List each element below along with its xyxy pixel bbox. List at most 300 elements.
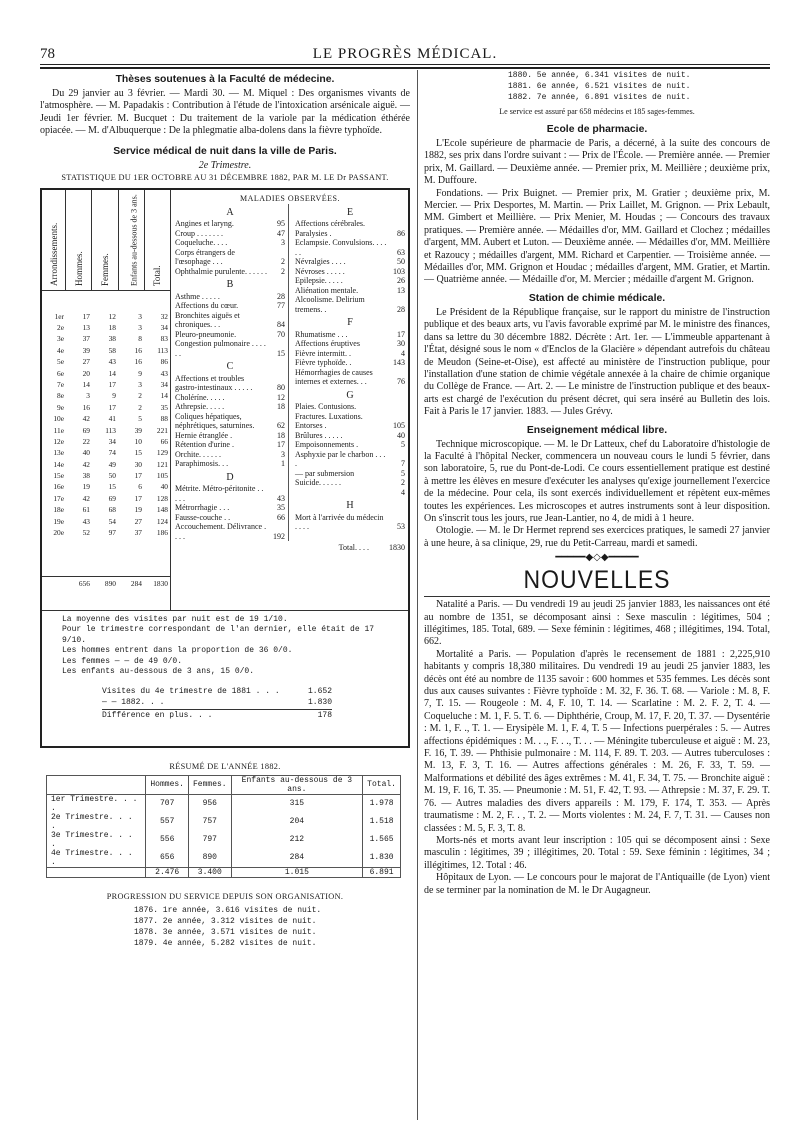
arr-cell: 113 [105,425,116,435]
resume-cell: 284 [231,849,363,868]
arr-cell: 58 [108,345,116,355]
maladie-name: Suicide. . . . . . [295,478,341,488]
resume-cell: 1er Trimestre. . . . [47,794,146,813]
notes-list [62,615,400,678]
maladie-name: Fièvre intermitt. . [295,348,351,358]
resume-cell: 1.830 [363,849,401,868]
arr-cell: 30 [134,459,142,469]
maladie-name: Asthme . . . . . [175,291,220,301]
notes-section [42,610,408,721]
note-line: Les hommes entrent dans la proportion de 36 0/0. [62,646,293,656]
arrondissement-row [42,356,170,367]
maladie-name: Corps étrangers de l'œsophage . . . [175,247,235,267]
arr-cell: 49 [108,459,116,469]
resume-row [47,794,401,813]
arr-cell: 12e [53,436,64,446]
maladie-name: Empoisonnements . [295,440,359,450]
natalite-text: Natalité a Paris. — Du vendredi 19 au jeudi 25 janvier 1883, les naissances ont été au nombre de 1351, se décomposant ainsi : Sexe masculin : légitimes, 504 ; illégitimes, 185. Total, 689. — Sexe féminin : légitimes, 468 ; illégitimes, 194. Total, 662. [424,599,770,648]
arr-cell: 9e [57,402,64,412]
arr-cell: 97 [108,528,116,538]
maladie-row [295,513,405,532]
arr-cell: 50 [108,471,116,481]
maladie-count: 2 [401,478,405,488]
arr-cell: 5e [57,357,64,367]
arr-cell: 12 [108,311,116,321]
arr-cell: 121 [156,459,168,469]
maladie-name: Affections du cœur. [175,301,239,311]
maladie-count: 76 [397,377,405,387]
maladie-row [295,402,405,431]
maladie-row [295,276,405,286]
resume-header-cell: Hommes. [146,775,189,794]
arrondissement-row [42,402,170,413]
maladie-count: 105 [393,421,405,431]
maladie-count: 5 [401,440,405,450]
maladie-name: Alcoolisme. Delirium tremens. . [295,295,365,314]
note-line: Pour le trimestre correspondant de l'an dernier, elle était de 17 9/10. [62,625,375,645]
col-header-text-3: Enfants au-dessous de 3 ans. [129,193,139,286]
arrondissement-row [42,447,170,458]
maladie-name: Névroses . . . . . [295,266,345,276]
arr-total-cell: 1830 [153,578,168,588]
note-line: Les femmes — — de 49 0/0. [62,656,183,666]
arr-cell: 15e [53,471,64,481]
maladie-name: Fausse-couche . . [175,512,231,522]
arr-cell: 14e [53,459,64,469]
arr-cell: 17 [134,471,142,481]
page-number: 78 [40,46,55,62]
arr-cell: 69 [108,493,116,503]
progression-line: 1882. 7e année, 6.891 visites de nuit. [508,93,691,102]
service-statistique: STATISTIQUE DU 1ER OCTOBRE AU 31 DÉCEMBRE 1882, PAR M. LE Dr PASSANT. [61,172,389,182]
arr-cell: 3e [57,334,64,344]
maladie-row [175,440,285,450]
maladie-count: 30 [397,339,405,349]
maladie-group-letter: F [347,317,353,329]
arr-cell: 20e [53,528,64,538]
arr-cell: 27 [82,357,90,367]
arrondissement-row [42,516,170,527]
arr-cell: 19 [82,482,90,492]
maladie-row [295,330,405,340]
arrondissement-row [42,425,170,436]
maladie-count: 66 [277,512,285,522]
nouvelles-rule [424,596,770,597]
theses-text: Du 29 janvier au 3 février. — Mardi 30. — M. Miquel : Des organismes vivants de l'atmosphère. — M. Papadakis : Contribution à l'étude de l'intoxication arsénicale aiguë. — Jeudi 1er février. M. Bucquet : Du traitement de la variole par la médication éthérée opiacée. — M. d'Albuquerque : De la phlegmatie alba-dolens dans la fièvre typhoïde. [40,88,410,137]
maladie-row [295,488,405,498]
maladie-name: Fièvre typhoïde. . [295,358,352,368]
maladie-count: 77 [277,301,285,311]
maladie-name: — par submersion [295,468,355,478]
progression-line: 1878. 3e année, 3.571 visites de nuit. [134,927,317,937]
arr-cell: 8 [138,334,142,344]
maladie-name: Choléríne. . . . . [175,392,225,402]
visites-label: Différence en plus. . . [102,710,213,720]
arr-cell: 15 [134,448,142,458]
arr-cell: 22 [82,436,90,446]
arr-cell: 39 [134,425,142,435]
arr-cell: 68 [108,505,116,515]
resume-total-cell: 1.015 [231,867,363,877]
arr-cell: 88 [160,414,168,424]
page-header [40,46,770,64]
header-rule-top [40,64,770,65]
resume-total-cell: 6.891 [363,867,401,877]
total-value: 1830 [389,543,405,553]
maladie-count: 40 [397,430,405,440]
maladie-row [175,412,285,431]
arr-cell: 128 [156,493,168,503]
maladie-count: 103 [393,266,405,276]
morts-nes-text: Morts-nés et morts avant leur inscription : 105 qui se décomposent ainsi : Sexe masculin : légitimes, 39 ; illégitimes, 20. Total : 59. Sexe féminin : légitimes, 34 ; illégitimes, 12. Total : 46. [424,834,770,871]
pharmacie-text: L'Ecole supérieure de pharmacie de Paris, a décerné, à la suite des concours de 1882, ses prix dans l'ordre suivant : — Prix de l'École. — Première année. — Premier prix, M. Gaillard. — Deuxième année. — Premier prix, M. Meillière ; deuxième prix, M. Duffoure. [424,138,770,187]
resume-cell: 757 [188,813,231,831]
arrondissement-row [42,311,170,322]
resume-cell: 315 [231,794,363,813]
maladie-count: 17 [277,440,285,450]
arr-cell: 105 [156,471,168,481]
maladie-count: 18 [277,402,285,412]
arrondissement-row [42,322,170,333]
arr-cell: 74 [108,448,116,458]
progression-line: 1880. 5e année, 6.341 visites de nuit. [508,71,691,80]
arrondissement-row [42,493,170,504]
maladie-count: 47 [277,228,285,238]
maladie-count: 43 [277,493,285,503]
maladie-row [295,286,405,296]
col-header-0 [42,190,66,290]
note-line: Les enfants au-dessous de 3 ans, 15 0/0. [62,667,255,677]
arrondissement-rows [42,291,170,539]
maladie-name: Métrorrhagie . . . [175,503,230,513]
progression-lines [134,905,410,949]
arr-cell: 42 [82,459,90,469]
maladie-row [175,292,285,302]
maladie-name: Affections éruptives [295,339,360,349]
resume-header-cell: Total. [363,775,401,794]
arr-total-cell: 284 [130,578,142,588]
arr-cell: 14 [82,379,90,389]
maladie-count: 53 [397,522,405,532]
arr-cell: 37 [82,334,90,344]
maladie-row [175,238,285,248]
resume-title: RÉSUMÉ DE L'ANNÉE 1882. [169,761,281,771]
maladie-count: 63 [397,247,405,257]
arr-cell: 34 [160,379,168,389]
progression-line: 1879. 4e année, 5.282 visites de nuit. [134,938,317,948]
arr-cell: 43 [82,516,90,526]
arr-cell: 1er [54,311,64,321]
progression-line: 1881. 6e année, 6.521 visites de nuit. [508,82,691,91]
arrondissement-row [42,333,170,344]
maladie-row [295,238,405,257]
resume-header-row [47,775,401,794]
maladie-count: 26 [397,276,405,286]
maladie-row [295,219,405,238]
arr-cell: 15 [108,482,116,492]
arr-cell: 9 [138,368,142,378]
arr-cell: 3 [138,311,142,321]
arrondissement-row [42,368,170,379]
arr-cell: 3 [138,379,142,389]
arrondissement-table [42,190,171,610]
maladies-total [175,543,405,553]
arrondissement-row [42,390,170,401]
arr-total-cell: 890 [104,578,116,588]
resume-total-cell: 2.476 [146,867,189,877]
col-header-text-0: Arrondissements. [48,222,59,286]
visites-row [102,686,332,697]
enseignement-text: Technique microscopique. — M. le Dr Latteux, chef du Laboratoire d'histologie de la Faculté à l'hôpital Necker, commencera un nouveau cours le lundi 5 février, dans son laboratoire, 5, rue du Pont-de-Lodi. Ce cours essentiellement pratique est destiné à mettre les élèves en mesure d'exécuter les analyses qu'exige journellement l'exercice de la médecine. Pour cela, ils sont exercés individuellement et répètent eux-mêmes toutes les expériences. Les microscopes et autres instruments sont à leur disposition. On s'inscrit tous les jours, rue Jean-Lantier, no 4, de midi à 1 heure. [424,438,770,524]
maladies-right [295,204,405,542]
arr-cell: 43 [108,357,116,367]
arr-cell: 40 [82,448,90,458]
maladie-row [175,374,285,393]
arr-cell: 13e [53,448,64,458]
pharmacie-text-2: Fondations. — Prix Buignet. — Premier prix, M. Gratier ; deuxième prix, M. Mercier. — Prix Desportes, M. Martin. — Prix Laillet, M. Grignon. — Prix Lebault, MM. Gimbert et Meillière. — Prix Menier, M. Houdas ; — Concours des travaux pratiques. — Première année. — Médailles d'or, MM. Gaillard et Clochez ; médailles d'argent, MM. Aubert et Luton. — Deuxième année. — Médailles d'or, MM. Meillière et Razoucy ; médailles d'argent, MM. Richard et Carpentier. — Troisième année. — Médailles d'or, MM. Grignon et Houdac ; médailles d'argent, MM. Gratier, et Martin. — Quatrième année. — Médaille d'or, M. Mercier ; médaille d'argent M. Grignon. [424,187,770,286]
arr-cell: 16 [82,402,90,412]
arrondissement-row [42,481,170,492]
resume-cell: 656 [146,849,189,868]
arrondissement-col-headers [42,190,170,291]
maladie-count: 80 [277,383,285,393]
maladie-row [175,219,285,229]
resume-header-cell: Enfants au-dessous de 3 ans. [231,775,363,794]
arr-cell: 32 [160,311,168,321]
arr-cell: 6e [57,368,64,378]
maladie-group-letter: G [346,389,354,401]
resume-row [47,813,401,831]
maladie-name: Coliques hépatiques, néphrétiques, saturnines. [175,411,255,431]
arr-cell: 124 [156,516,168,526]
arrondissement-row [42,459,170,470]
statistics-box [40,188,410,748]
arr-cell: 17e [53,493,64,503]
resume-cell: 1.518 [363,813,401,831]
maladies-left [175,204,289,542]
resume-total-cell [47,867,146,877]
maladie-row [295,257,405,267]
theses-title: Thèses soutenues à la Faculté de médecine. [115,74,335,85]
arr-cell: 14 [108,368,116,378]
visites-label: — — 1882. . . [102,697,165,707]
service-note: Le service est assuré par 658 médecins et 185 sages-femmes. [499,107,695,116]
maladie-row [295,267,405,277]
arr-cell: 42 [82,414,90,424]
service-trimestre: 2e Trimestre. [198,159,252,171]
maladie-group-letter: A [226,206,234,218]
maladie-name: Pleuro-pneumonie. [175,329,237,339]
statistics-upper [42,190,408,610]
resume-total-row [47,867,401,877]
arr-cell: 18 [108,323,116,333]
maladie-count: 17 [397,329,405,339]
maladie-name: Rétention d'urine . [175,440,234,450]
arr-cell: 41 [108,414,116,424]
progression-title: PROGRESSION DU SERVICE DEPUIS SON ORGANISATION. [106,891,344,901]
arr-cell: 19 [134,505,142,515]
arr-cell: 13 [82,323,90,333]
arr-cell: 34 [108,436,116,446]
maladie-count: 70 [277,329,285,339]
arr-cell: 6 [138,482,142,492]
resume-cell: 556 [146,831,189,849]
maladie-name: Affections et troubles gastro-intestinaux . . . . . [175,373,253,393]
arr-cell: 19e [53,516,64,526]
arr-cell: 3 [138,323,142,333]
arr-cell: 3 [86,391,90,401]
arr-cell: 16e [53,482,64,492]
maladie-count: 84 [277,320,285,330]
maladie-count: 4 [401,487,405,497]
maladie-row [295,450,405,469]
arr-cell: 5 [138,414,142,424]
maladie-row [175,503,285,513]
resume-cell: 956 [188,794,231,813]
resume-cell: 1.978 [363,794,401,813]
maladie-count: 192 [273,531,285,541]
maladies-section [171,190,408,610]
visites-row [102,697,332,708]
col-header-1 [66,190,92,290]
maladie-count: 3 [281,238,285,248]
arr-cell: 52 [82,528,90,538]
visites-row [102,709,332,721]
arr-cell: 39 [82,345,90,355]
arr-cell: 8e [57,391,64,401]
maladie-name: Athrepsie. . . . . [175,402,225,412]
resume-row [47,849,401,868]
arr-cell: 20 [82,368,90,378]
col-header-text-2: Femmes. [100,252,111,286]
resume-cell: 1.565 [363,831,401,849]
resume-cell: 3e Trimestre. . . . [47,831,146,849]
col-header-text-1: Hommes. [73,250,84,286]
maladie-count: 18 [277,430,285,440]
maladies-columns [175,204,405,542]
maladie-count: 86 [397,228,405,238]
arr-cell: 2e [57,323,64,333]
arr-cell: 14 [160,391,168,401]
total-label: Total. . . . [338,543,369,553]
right-column [424,70,770,1128]
arrondissement-row [42,504,170,515]
arr-total-cell [42,579,66,588]
maladie-name: Rhumatisme . . . [295,329,348,339]
maladie-count: 28 [397,304,405,314]
maladie-row [175,229,285,239]
maladie-name: Névralgies . . . . [295,257,346,267]
maladie-name: Coqueluche. . . . [175,238,228,248]
note-line: La moyenne des visites par nuit est de 19 1/10. [62,614,288,624]
maladie-count: 1 [281,459,285,469]
arr-cell: 16 [134,357,142,367]
hopitaux-text: Hôpitaux de Lyon. — Le concours pour le majorat de l'Antiquaille (de Lyon) vient de se terminer par la nomination de M. le Dr Augagneur. [424,872,770,896]
arr-cell: 2 [138,391,142,401]
maladie-name: Eclampsie. Convulsions. . . . . . [295,238,387,257]
col-header-2 [92,190,118,290]
maladie-row [295,469,405,479]
maladie-name: Asphyxie par le charbon . . . . [295,449,386,469]
maladie-count: 28 [277,291,285,301]
maladie-row [175,248,285,267]
maladie-row [175,301,285,311]
arr-cell: 42 [82,493,90,503]
resume-cell: 2e Trimestre. . . . [47,813,146,831]
arr-cell: 40 [160,482,168,492]
col-header-4 [145,190,170,290]
arr-cell: 17 [108,379,116,389]
maladie-row [175,459,285,469]
arr-cell: 11e [53,425,64,435]
column-separator [417,70,418,1120]
resume-cell: 212 [231,831,363,849]
arr-cell: 66 [160,436,168,446]
maladie-count: 4 [401,348,405,358]
maladie-count: 13 [397,285,405,295]
maladie-row [175,393,285,403]
maladie-row [295,349,405,359]
resume-cell: 707 [146,794,189,813]
arr-cell: 34 [160,323,168,333]
maladie-name: Aliénation mentale. [295,285,359,295]
maladie-count: 12 [277,392,285,402]
visites-list [102,686,332,721]
resume-table [46,775,401,878]
maladie-row [295,368,405,387]
arr-cell: 38 [108,334,116,344]
col-header-text-4: Total. [152,265,163,286]
resume-total-cell: 3.400 [188,867,231,877]
chimie-text: Le Président de la République française, sur le rapport du ministre de l'instruction publique et des beaux arts, vu l'avis favorable exprimé par M. le ministre des finances, dans sa lettre du 30 décembre 1882. Décrète : Art. 1er. — L'immeuble appartenant à l'État, désigné sous le nom « d'Enclos de la Glacière » dépendant autrefois du château de Meudon (Seine-et-Oise), est affecté au ministère de l'instruction publique, pour l'installation d'une station de chimie végétale annexée à la chaire de chimie organique du Collège de France. — Art. 2. — Le ministre de l'instruction publique et des beaux-arts est chargé de l'exécution du présent décret, qui sera inséré au Bulletin des lois. Fait à Paris le 17 janvier. 1883. — Jules Grévy. [424,306,770,418]
ornament-divider: ━━━━━◆◇◆━━━━━ [555,552,639,564]
maladie-row [175,330,285,340]
header-rule-bottom [40,67,770,69]
maladie-count: 15 [277,348,285,358]
enseignement-title: Enseignement médical libre. [526,424,668,436]
maladie-row [175,431,285,441]
enseignement-text-2: Otologie. — M. le Dr Hermet reprend ses exercices pratiques, le samedi 27 janvier à une heure, à sa clinique, 29, rue du Petit-Carreau, mardi et samedi. [424,525,770,549]
maladie-row [175,450,285,460]
maladie-group-letter: B [226,279,234,291]
maladie-name: Epilepsie. . . . . [295,276,343,286]
maladie-group-letter: D [226,471,234,483]
maladie-row [175,267,285,277]
progression-line: 1876. 1re année, 3.616 visites de nuit. [134,905,322,915]
maladie-name: Hernie étranglée . [175,430,233,440]
arr-cell: 16 [134,345,142,355]
arr-cell: 10 [134,436,142,446]
arr-cell: 69 [82,425,90,435]
maladie-count: 95 [277,219,285,229]
maladie-count: 3 [281,449,285,459]
maladie-row [175,522,285,541]
resume-cell: 204 [231,813,363,831]
maladie-row [295,358,405,368]
maladies-title: MALADIES OBSERVÉES. [240,193,340,203]
maladie-name: Croup . . . . . . . [175,228,223,238]
maladie-row [175,402,285,412]
resume-header-cell [47,775,146,794]
arr-cell: 9 [112,391,116,401]
arr-cell: 18e [53,505,64,515]
arr-cell: 17 [134,493,142,503]
maladie-row [175,513,285,523]
mortalite-text: Mortalité a Paris. — Population d'après le recensement de 1881 : 2,225,910 habitants y compris 18,380 militaires. Du vendredi 19 au jeudi 25 janvier 1883, les décès ont été au nombre de 1135 savoir : 600 hommes et 535 femmes. Les décès sont dus aux causes suivantes : Fièvre typhoïde : M. 32, F. 36. T. 68. — Variole : M. 8, F. 7, T. 15. — Rougeole : M. 4, F. 10, T. 14. — Scarlatine : M. 2. F. 2, T. 4. — Coqueluche : M. 1, F. 5. T. 6. — Diphthérie, Croup, M. 17, F. 20, T. 37. — Dysentérie : M. 1, F. ., T. 1. — Erysipèle M. 1, F. 4, T. 5 — Infections puerpérales : 5. — Autres affections épidémiques : M. . ., F. . ., T. . . — Méningite tuberculeuse et aiguë : M. 23, F. 16, T. 39. — Phthisie pulmonaire : M. 114, F. 89. T. 203. — Autres tuberculoses : M. 13, F. 3, T. 16. — Autres affections générales : M. 26, F. 33, T. 59. — Malformations et débilité des âges extrêmes : M. 41, F. 34, T. 75. — Bronchite aiguë : M. 19, F. 16, T. 35. — Pneumonie : M. 51, F. 42, T. 93. — Athrepsie : M. 37, F. 29. T. 76. — Autres maladies des divers appareils : M. 179, F. 174, T. 353. — Après traumatisme : M. 2, F. . , T. 2. — Morts violentes : M. 24, F. 7, T. 31. — Causes non classées : M. 5, F. 3, T. 8. [424,648,770,834]
maladie-name: Mort à l'arrivée du médecin . . . . [295,512,384,532]
arrondissement-row [42,379,170,390]
progression-line: 1877. 2e année, 3.312 visites de nuit. [134,916,317,926]
